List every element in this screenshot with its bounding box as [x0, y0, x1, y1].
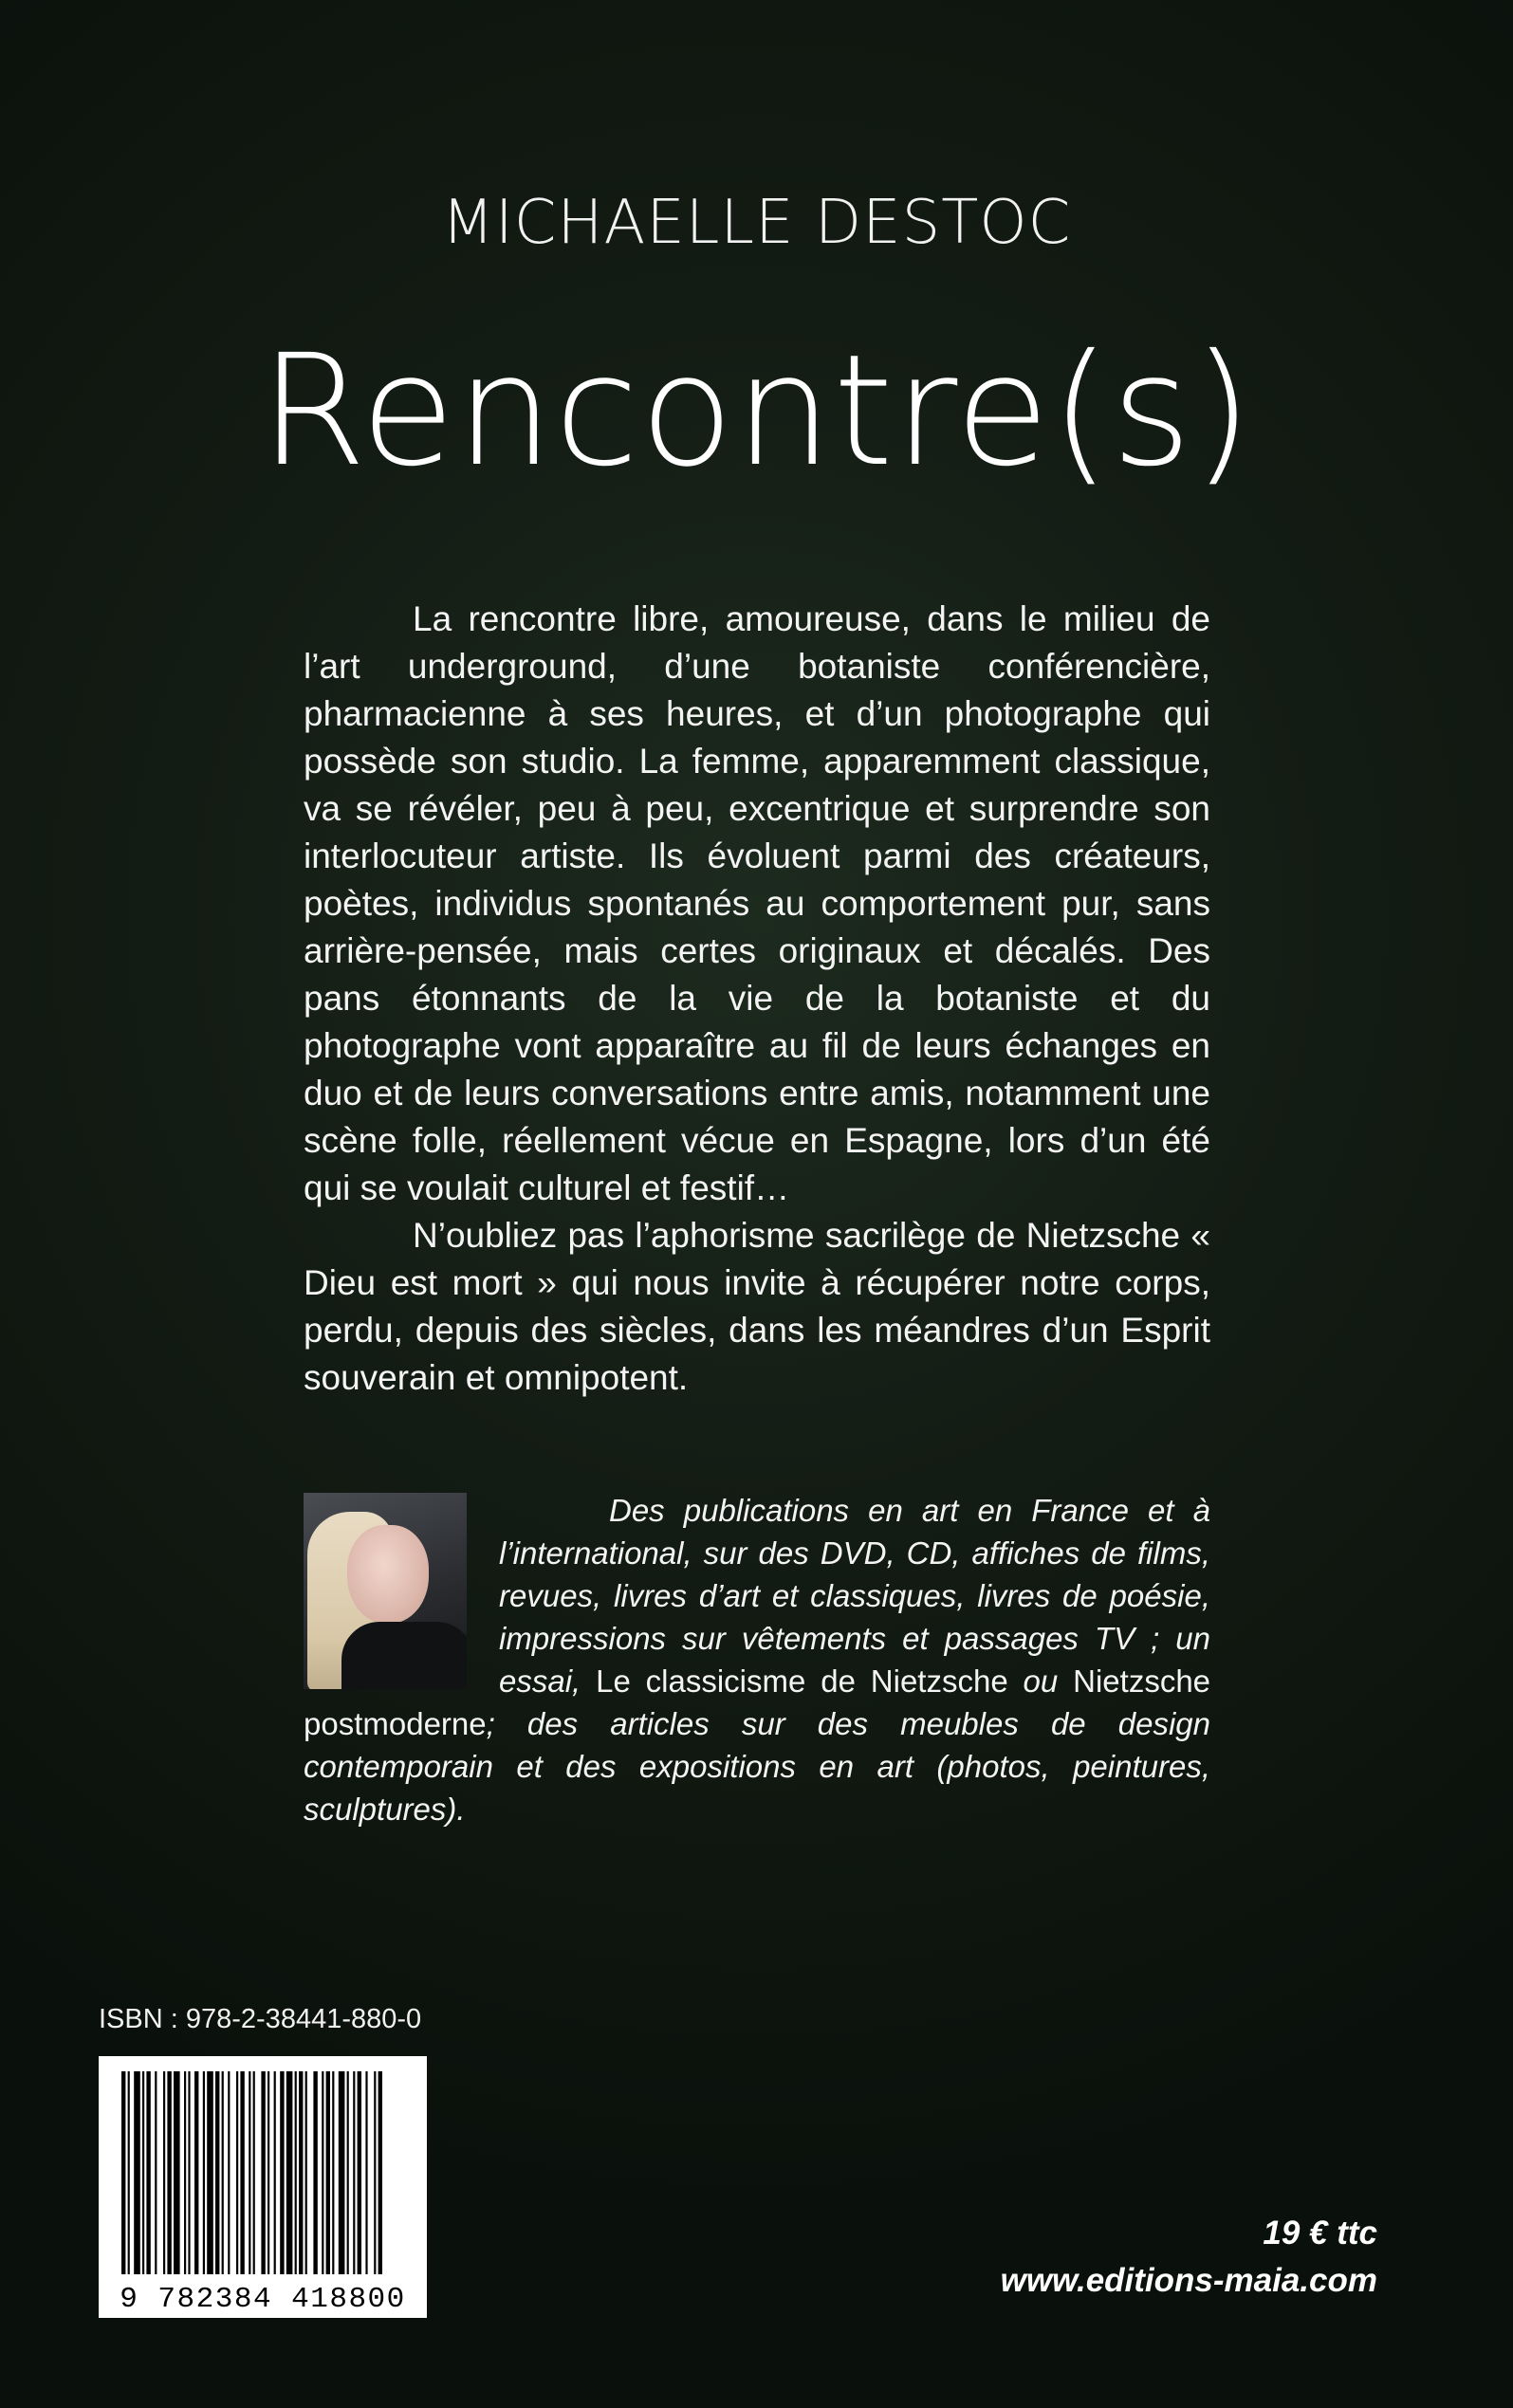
barcode-bar: [299, 2071, 303, 2274]
isbn-label: ISBN : 978-2-38441-880-0: [99, 2004, 422, 2034]
bio-text-part-1: Des publications en art en France et à l’international, sur des DVD, CD, affiches de films, revues, livres d’art et classiques, livres de poésie, impressions sur vêtements et passages TV ; un essai,: [499, 1493, 1210, 1699]
barcode-bar: [365, 2071, 367, 2274]
barcode-bar: [374, 2071, 376, 2274]
barcode-bar: [203, 2071, 205, 2274]
bio-book-subtitle: Nietzsche postmoderne: [304, 1664, 1211, 1741]
barcode-bar: [253, 2071, 255, 2274]
author-portrait-image: [304, 1493, 467, 1689]
barcode-bar: [353, 2071, 355, 2274]
barcode-bar: [280, 2071, 284, 2274]
barcode-digits: 9 782384 418800: [120, 2283, 406, 2316]
bio-connector: ou: [1023, 1664, 1059, 1699]
back-cover-summary: [304, 596, 1210, 1402]
publisher-website: www.editions-maia.com: [1000, 2262, 1377, 2299]
barcode-bar: [134, 2071, 140, 2274]
summary-paragraph-1: La rencontre libre, amoureuse, dans le milieu de l’art underground, d’une botaniste conférencière, pharmacienne à ses heures, et d’un photographe qui possède son studio. La femme, apparemment classique, va se révéler, peu à peu, excentrique et surprendre son interlocuteur artiste. Ils évoluent parmi des créateurs, poètes, individus spontanés au comportement pur, sans arrière-pensée, mais certes originaux et décalés. Des pans étonnants de la vie de la botaniste et du photographe vont apparaître au fil de leurs échanges en duo et de leurs conversations entre amis, notamment une scène folle, réellement vécue en Espagne, lors d’un été qui se voulait culturel et festif…: [304, 599, 1210, 1207]
barcode-bar: [286, 2071, 293, 2274]
barcode-bar: [305, 2071, 307, 2274]
barcode-bar: [163, 2071, 165, 2274]
book-title: Rencontre(s): [259, 322, 1254, 501]
barcode-bar: [240, 2071, 244, 2274]
bio-text-part-2: ; des articles sur des meubles de design contemporain et des expositions en art (photos, peintures, sculptures).: [304, 1706, 1210, 1827]
barcode-bar: [236, 2071, 238, 2274]
barcode-bar: [358, 2071, 361, 2274]
summary-paragraph-2: N’oubliez pas l’aphorisme sacrilège de Nietzsche « Dieu est mort » qui nous invite à récupérer notre corps, perdu, depuis des siècles, dans les méandres d’un Esprit souverain et omnipotent.: [304, 1216, 1210, 1397]
author-bio: [304, 1489, 1210, 1830]
barcode-bar: [142, 2071, 144, 2274]
bio-book-title: Le classicisme de Nietzsche: [596, 1664, 1008, 1699]
barcode-bar: [332, 2071, 334, 2274]
barcode-bar: [215, 2071, 219, 2274]
barcode-bar: [207, 2071, 213, 2274]
barcode-bar: [228, 2071, 230, 2274]
barcode-bar: [167, 2071, 171, 2274]
barcode-bar: [378, 2071, 382, 2274]
barcode: [99, 2056, 427, 2318]
barcode-bar: [322, 2071, 323, 2274]
barcode-bar: [121, 2071, 125, 2274]
barcode-bar: [194, 2071, 198, 2274]
barcode-bar: [347, 2071, 349, 2274]
barcode-bar: [326, 2071, 330, 2274]
barcode-bar: [295, 2071, 297, 2274]
barcode-bar: [313, 2071, 317, 2274]
barcode-bar: [268, 2071, 269, 2274]
barcode-bar: [339, 2071, 345, 2274]
price-label: 19 € ttc: [1263, 2215, 1377, 2252]
barcode-bar: [274, 2071, 276, 2274]
barcode-bar: [174, 2071, 180, 2274]
barcode-bar: [184, 2071, 186, 2274]
barcode-bar: [146, 2071, 150, 2274]
barcode-bar: [249, 2071, 250, 2274]
barcode-bar: [155, 2071, 157, 2274]
barcode-bar: [222, 2071, 224, 2274]
barcode-bar: [261, 2071, 265, 2274]
barcode-bar: [128, 2071, 130, 2274]
author-name: MICHAELLE DESTOC: [441, 188, 1072, 258]
barcode-bar: [188, 2071, 190, 2274]
